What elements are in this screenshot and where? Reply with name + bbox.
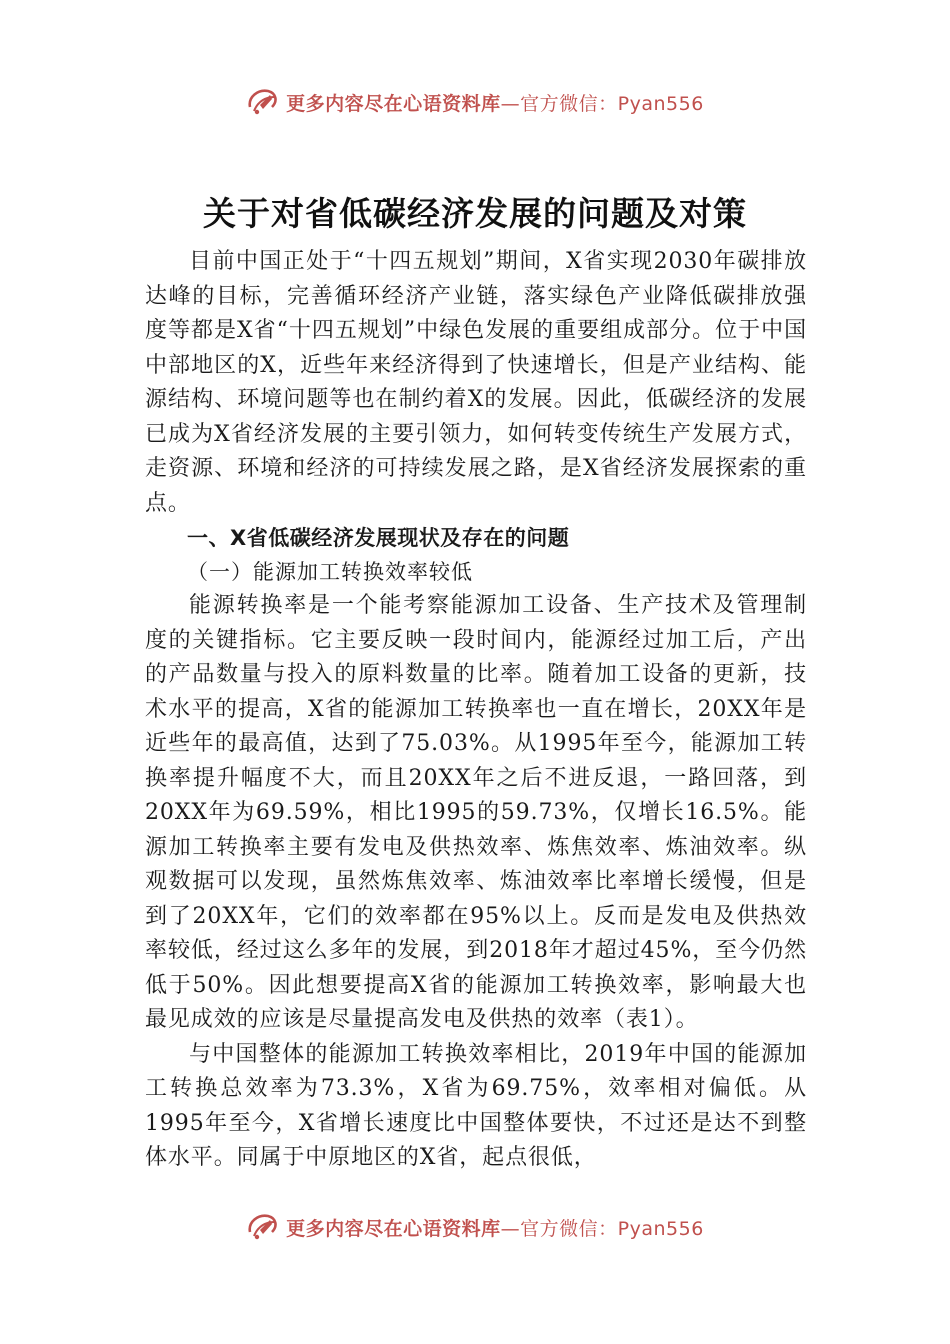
watermark-group: [246, 85, 704, 119]
intro-paragraph: 目前中国正处于“十四五规划”期间，X省实现2030年碳排放达峰的目标，完善循环经济产业链，落实绿色产业降低碳排放强度等都是X省“十四五规划”中绿色发展的重要组成部分。位于中国中部地区的X，近些年来经济得到了快速增长，但是产业结构、能源结构、环境问题等也在制约着X的发展。因此，低碳经济的发展已成为X省经济发展的主要引领力，如何转变传统生产发展方式，走资源、环境和经济的可持续发展之路，是X省经济发展探索的重点。: [145, 249, 807, 516]
body-paragraph: 与中国整体的能源加工转换效率相比，2019年中国的能源加工转换总效率为73.3%，X省为69.75%，效率相对偏低。从1995年至今，X省增长速度比中国整体要快，不过还是达不到整体水平。同属于中原地区的X省，起点很低，: [145, 1041, 807, 1170]
document-title: 关于对省低碳经济发展的问题及对策: [203, 194, 747, 233]
watermark-wechat: —官方微信：Pyan556: [500, 1217, 704, 1240]
watermark-site-name: 更多内容尽在心语资料库: [286, 1217, 501, 1240]
watermark-group: [246, 1210, 704, 1240]
pen-nib-swirl-icon: [246, 85, 280, 119]
subsection-heading: （一）能源加工转换效率较低: [187, 560, 473, 584]
watermark-banner-bottom: [0, 1204, 950, 1240]
watermark-banner-top: [0, 82, 950, 122]
section-heading: 一、X省低碳经济发展现状及存在的问题: [187, 526, 570, 550]
watermark-site-name: 更多内容尽在心语资料库: [286, 92, 501, 115]
body-paragraph: 能源转换率是一个能考察能源加工设备、生产技术及管理制度的关键指标。它主要反映一段时间内，能源经过加工后，产出的产品数量与投入的原料数量的比率。随着加工设备的更新，技术水平的提高，X省的能源加工转换率也一直在增长，20XX年是近些年的最高值，达到了75.03%。从1995年至今，能源加工转换率提升幅度不大，而且20XX年之后不进反退，一路回落，到20XX年为69.59%，相比1995的59.73%，仅增长16.5%。能源加工转换率主要有发电及供热效率、炼焦效率、炼油效率。纵观数据可以发现，虽然炼焦效率、炼油效率比率增长缓慢，但是到了20XX年，它们的效率都在95%以上。反而是发电及供热效率较低，经过这么多年的发展，到2018年才超过45%，至今仍然低于50%。因此想要提高X省的能源加工转换效率，影响最大也最见成效的应该是尽量提高发电及供热的效率（表1）。: [145, 593, 807, 1032]
document-body: [145, 245, 807, 1176]
watermark-wechat: —官方微信：Pyan556: [500, 92, 704, 115]
pen-nib-swirl-icon: [246, 1210, 280, 1240]
